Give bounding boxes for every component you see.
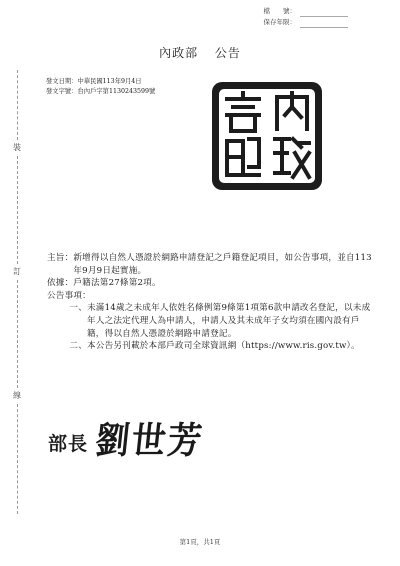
minister-signature: [48, 402, 204, 462]
basis-text: 戶籍法第27條第2項。: [73, 278, 161, 289]
subject-label: 主旨：: [47, 253, 74, 263]
issue-date: 中華民國113年9月4日: [77, 78, 142, 85]
agency-name: 內政部: [159, 46, 199, 60]
file-meta: [264, 6, 349, 28]
issue-date-label: 發文日期：: [46, 78, 78, 85]
file-number-label: 檔 號：: [263, 7, 296, 15]
binding-mark-top: 裝: [13, 143, 21, 152]
basis-label: 依據：: [47, 278, 74, 289]
subject-paragraph: [47, 252, 377, 277]
list-item: [47, 302, 377, 340]
official-seal: [212, 82, 322, 190]
seal-glyphs-icon: [219, 89, 315, 183]
item-text: 本公告另刊載於本部戶政司全球資訊網（https://www.ris.gov.tw）。: [87, 341, 360, 352]
items-label: 公告事項：: [47, 290, 91, 301]
binding-mark-bottom: 線: [13, 391, 21, 400]
basis-paragraph: [47, 277, 377, 290]
item-number: 二、: [69, 341, 87, 352]
doc-type: 公告: [214, 46, 241, 60]
list-item: [47, 340, 377, 353]
announcement-body: [47, 252, 377, 353]
retention-label: 保存年限：: [263, 18, 296, 26]
minister-name: 劉世芳: [93, 419, 206, 463]
doc-number-label: 發文字號：: [46, 87, 78, 95]
minister-title: 部長: [48, 433, 89, 455]
doc-meta: [46, 77, 155, 96]
subject-text: 新增得以自然人憑證於網路申請登記之戶籍登記項目，如公告事項，並自113年9月9日起實施。: [73, 253, 372, 276]
binding-line: [17, 70, 18, 140]
binding-line: [17, 404, 18, 514]
announcement-header: [0, 44, 400, 61]
binding-mark-middle: 訂: [13, 267, 21, 276]
binding-line: [17, 156, 18, 264]
binding-line: [17, 280, 18, 388]
page-number: 第1頁，共1頁: [179, 538, 221, 546]
item-number: 一、: [69, 303, 87, 314]
doc-number: 台內戶字第1130243599號: [77, 87, 156, 95]
item-text: 未滿14歲之未成年人依姓名條例第9條第1項第6款申請改名登記，以未成年人之法定代理人為申請人，申請人及其未成年子女均須在國內設有戶籍，得以自然人憑證於網路申請登記。: [87, 303, 371, 339]
